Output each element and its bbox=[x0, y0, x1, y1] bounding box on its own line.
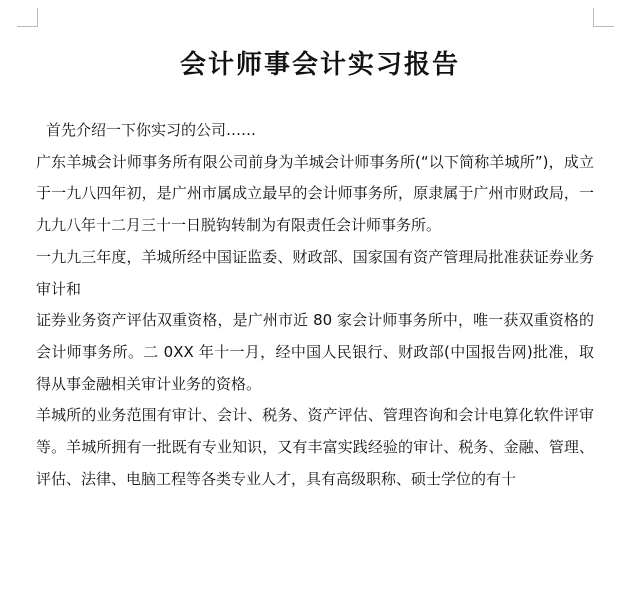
paragraph-company-history: 广东羊城会计师事务所有限公司前身为羊城会计师事务所(“以下简称羊城所”)，成立于一九八四年初，是广州市属成立最早的会计师事务所，原隶属于广州市财政局，一九九八年十二月三十一日脱钩转制为有限责任会计师事务所。 bbox=[36, 152, 594, 235]
paragraph-dual-qualification: 证券业务资产评估双重资格，是广州市近 80 家会计师事务所中，唯一获双重资格的会计师事务所。二 0XX 年十一月，经中国人民银行、财政部(中国报告网)批准，取得从事金融相关审计业务的资格。 bbox=[36, 311, 594, 393]
document-title: 会计师事会计实习报告 bbox=[179, 50, 460, 81]
crop-mark-top-left bbox=[17, 8, 38, 27]
paragraph-intro: 首先介绍一下你实习的公司…… bbox=[46, 121, 257, 139]
crop-mark-top-right bbox=[593, 8, 614, 27]
paragraph-business-scope: 羊城所的业务范围有审计、会计、税务、资产评估、管理咨询和会计电算化软件评审等。羊城所拥有一批既有专业知识，又有丰富实践经验的审计、税务、金融、管理、评估、法律、电脑工程等各类专业人才，具有高级职称、硕士学位的有十 bbox=[36, 406, 594, 488]
paragraph-qualification-1993: 一九九三年度，羊城所经中国证监委、财政部、国家国有资产管理局批准获证券业务审计和 bbox=[36, 247, 594, 298]
document-body bbox=[36, 115, 594, 495]
